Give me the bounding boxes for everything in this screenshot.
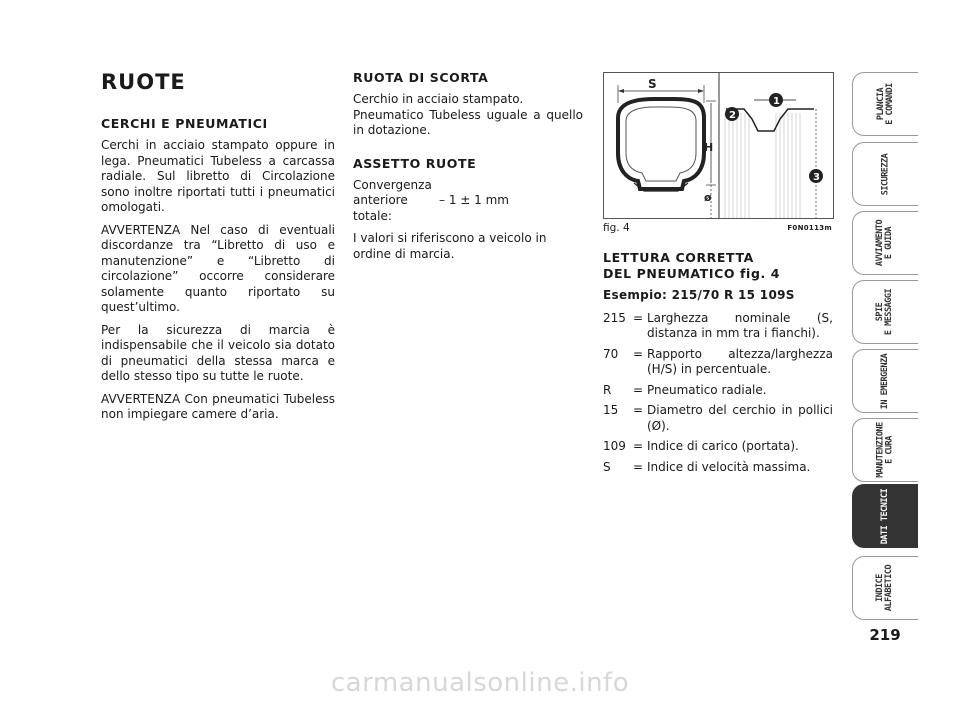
spec-eq: = — [633, 403, 644, 417]
marker-1: 1 — [773, 96, 780, 107]
spec-list — [603, 311, 833, 476]
chapter-tab-label: SPIE E MESSAGGI — [875, 288, 895, 336]
chapter-tab-label: IN EMERGENZA — [879, 353, 890, 409]
paragraph-spare-tyre: Pneumatico Tubeless uguale a quello in dotazione. — [353, 107, 583, 137]
chapter-tab[interactable] — [852, 484, 918, 548]
spec-eq: = — [633, 346, 644, 361]
subtitle-tyre-reading-1: LETTURA CORRETTA — [603, 250, 754, 265]
spec-code: 70 — [603, 346, 619, 361]
figure-caption: fig. 4 — [603, 222, 630, 234]
subtitle-spare-wheel: RUOTA DI SCORTA — [353, 70, 489, 85]
column-tyre-reading — [603, 250, 833, 480]
example-code: Esempio: 215/70 R 15 109S — [603, 288, 795, 302]
watermark: carmanualsonline.info — [330, 668, 630, 698]
spec-eq: = — [633, 382, 644, 397]
chapter-tab[interactable] — [852, 556, 918, 620]
spec-eq: = — [633, 459, 644, 474]
section-title: RUOTE — [101, 70, 186, 94]
paragraph-spare-rim: Cerchio in acciaio stampato. — [353, 92, 524, 106]
chapter-tab-label: AVVIAMENTO E GUIDA — [875, 219, 895, 267]
column-wheels — [101, 70, 335, 430]
spec-eq: = — [633, 310, 644, 325]
tyre-diagram — [603, 72, 834, 219]
spec-row — [603, 347, 833, 378]
spec-desc: Indice di carico (portata). — [647, 439, 799, 453]
spec-desc: Rapporto altezza/larghezza (H/S) in percentuale. — [647, 346, 833, 376]
convergence-row — [353, 193, 583, 224]
label-s: S — [648, 77, 657, 91]
chapter-tab[interactable] — [852, 142, 918, 206]
paragraph-safety: Per la sicurezza di marcia è indispensabile che il veicolo sia dotato di pneumatici della stessa marca e dello stesso tipo su tutte le ruote. — [101, 322, 335, 383]
paragraph-warning-tubeless: AVVERTENZA Con pneumatici Tubeless non impiegare camere d’aria. — [101, 391, 335, 421]
spec-code: S — [603, 459, 611, 474]
chapter-tab-label: INDICE ALFABETICO — [875, 564, 895, 612]
label-diameter: ø — [704, 191, 712, 204]
subtitle-tyre-reading-2: DEL PNEUMATICO fig. 4 — [603, 266, 781, 281]
paragraph-values-note: I valori si riferiscono a veicolo in ordine di marcia. — [353, 231, 547, 261]
spec-code: 15 — [603, 403, 619, 417]
paragraph-warning-discrepancy: AVVERTENZA Nel caso di eventuali discordanze tra “Libretto di uso e manutenzione” e “Libretto di circolazione” occorre considerare solamente quanto riportato su quest’ultimo. — [101, 222, 335, 314]
chapter-tab[interactable] — [852, 72, 918, 136]
convergence-key: anteriore totale: — [353, 193, 408, 223]
marker-2: 2 — [729, 110, 736, 121]
chapter-tab[interactable] — [852, 418, 918, 482]
paragraph-rims: Cerchi in acciaio stampato oppure in lega. Pneumatici Tubeless a carcassa radiale. Sul libretto di Circolazione sono inoltre riportati tutti i pneumatici omologati. — [101, 138, 335, 214]
page-number: 219 — [869, 626, 901, 644]
chapter-tab[interactable] — [852, 280, 918, 344]
spec-row — [603, 383, 833, 399]
spec-desc: Pneumatico radiale. — [647, 382, 767, 397]
subtitle-wheel-alignment: ASSETTO RUOTE — [353, 155, 477, 171]
chapter-tab-label: SICUREZZA — [880, 153, 890, 195]
chapter-tab[interactable] — [852, 211, 918, 275]
column-spare-wheel — [353, 70, 583, 269]
subtitle-rims-tyres: CERCHI E PNEUMATICI — [101, 116, 268, 131]
chapter-tab[interactable] — [852, 349, 918, 413]
spec-row — [603, 460, 833, 476]
spec-code: 109 — [603, 439, 626, 453]
spec-row — [603, 439, 833, 455]
figure-code: F0N0113m — [787, 224, 832, 232]
figure-caption-row — [603, 222, 832, 234]
spec-desc: Indice di velocità massima. — [647, 459, 811, 474]
spec-eq: = — [633, 439, 644, 453]
spec-desc: Diametro del cerchio in pollici (Ø). — [647, 403, 833, 433]
chapter-tab-label: DATI TECNICI — [879, 488, 890, 544]
spec-row — [603, 403, 833, 434]
spec-code: 215 — [603, 310, 626, 325]
spec-row — [603, 311, 833, 342]
label-h: H — [704, 141, 714, 154]
spec-desc: Larghezza nominale (S, distanza in mm tra i fianchi). — [647, 310, 833, 340]
convergence-value: – 1 ± 1 mm — [439, 193, 509, 207]
chapter-tab-label: MANUTENZIONE E CURA — [875, 422, 895, 478]
convergence-label: Convergenza — [353, 177, 432, 192]
spec-code: R — [603, 382, 612, 397]
marker-3: 3 — [813, 172, 820, 183]
chapter-tab-label: PLANCIA E COMANDI — [875, 83, 895, 125]
